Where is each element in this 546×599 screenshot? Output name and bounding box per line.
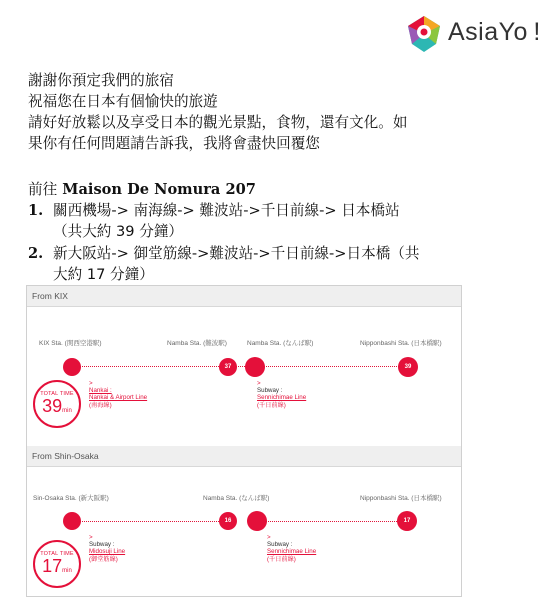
intro-line: 請好好放鬆以及享受日本的觀光景點，食物，還有文化。如 (28, 114, 408, 131)
logo-wordmark: AsiaYo ! (448, 18, 541, 46)
route-line (265, 521, 405, 522)
total-time-badge (33, 540, 81, 588)
intro-line: 祝福您在日本有個愉快的旅遊 (28, 93, 218, 110)
route-line (71, 521, 227, 522)
intro-line: 果你有任何問題請告訴我，我將會盡快回覆您 (28, 135, 320, 152)
intro-paragraph (28, 70, 528, 154)
map-pin-logo-icon (404, 14, 444, 54)
step-text: （共大約 39 分鐘） (53, 223, 184, 240)
station-minute-dot: 39 (398, 357, 418, 377)
station-dot (247, 511, 267, 531)
step-number: 2. (28, 245, 44, 262)
station-label: Namba Sta. (なんば駅) (203, 495, 270, 502)
line-note: > Subway : Sennichimae Line (千日前線) (267, 534, 317, 563)
total-time-value: 17min (42, 556, 72, 576)
total-time-badge (33, 380, 81, 428)
route-heading-prefix: 前往 (28, 181, 58, 198)
line-note: > Subway : Sennichimae Line (千日前線) (257, 380, 307, 409)
step-text: 大約 17 分鐘） (53, 266, 154, 283)
line-note: > Nankai : Nankai & Airport Line (南海線) (89, 380, 148, 409)
station-label: Namba Sta. (なんば駅) (247, 340, 314, 347)
route-map (26, 285, 462, 597)
station-label: Nipponbashi Sta. (日本橋駅) (360, 340, 442, 347)
station-minute-dot: 37 (219, 358, 237, 376)
station-minute-dot: 16 (219, 512, 237, 530)
station-dot (63, 512, 81, 530)
step-number: 1. (28, 202, 44, 219)
station-minute-dot: 17 (397, 511, 417, 531)
section-header-kix: From KIX (27, 286, 461, 307)
step-text: 新大阪站-> 御堂筋線->難波站->千日前線->日本橋（共 (53, 245, 420, 262)
asiayo-logo (404, 12, 540, 58)
route-steps (28, 200, 508, 285)
route-step (28, 243, 508, 285)
total-time-value: 39min (42, 396, 72, 416)
total-time-label: TOTAL TIME (40, 391, 74, 397)
step-text: 關西機場-> 南海線-> 難波站->千日前線-> 日本橋站 (53, 202, 400, 219)
total-time-label: TOTAL TIME (40, 551, 74, 557)
intro-line: 謝謝你預定我們的旅宿 (28, 72, 174, 89)
station-label: KIX Sta. (関西空港駅) (39, 340, 102, 347)
route-line (261, 366, 409, 367)
route-heading (28, 178, 256, 199)
station-label: Nipponbashi Sta. (日本橋駅) (360, 495, 442, 502)
section-header-shin-osaka: From Shin-Osaka (27, 446, 461, 467)
station-dot (245, 357, 265, 377)
route-step (28, 200, 508, 242)
station-dot (63, 358, 81, 376)
station-label: Namba Sta. (難波駅) (167, 340, 227, 347)
route-heading-name: Maison De Nomura 207 (62, 181, 256, 198)
line-note: > Subway : Midosuji Line (御堂筋線) (89, 534, 126, 563)
station-label: Sin-Osaka Sta. (新大阪駅) (33, 495, 109, 502)
